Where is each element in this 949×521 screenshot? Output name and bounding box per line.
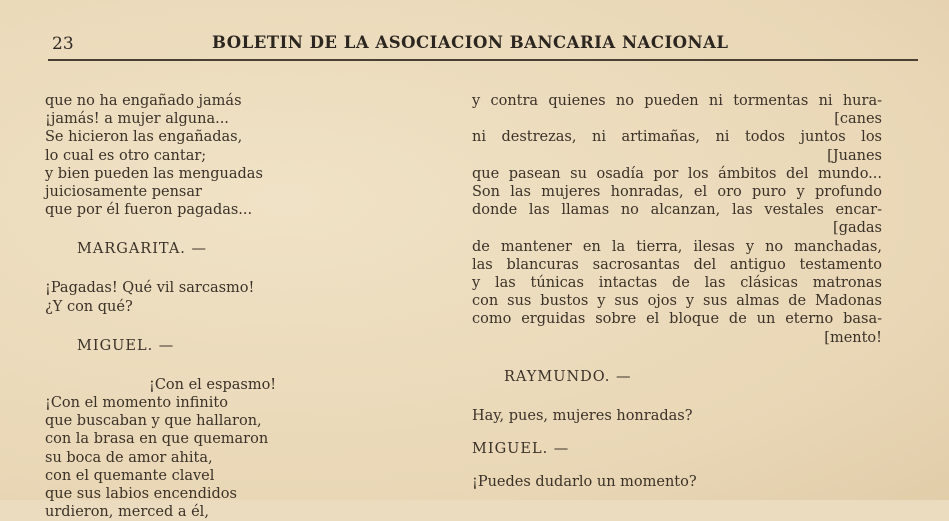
speaker-name: MIGUEL. — xyxy=(77,337,175,354)
verse-line: ¿Y con qué? xyxy=(45,298,133,315)
verse-line: Se hicieron las engañadas, xyxy=(45,129,243,146)
verse-line: ¡Puedes dudarlo un momento? xyxy=(472,474,697,491)
verse-line: su boca de amor ahita, xyxy=(45,449,213,466)
verse-line: con el quemante clavel xyxy=(45,467,215,484)
verse-line: y bien pueden las menguadas xyxy=(45,165,263,182)
verse-line: como erguidas sobre el bloque de un eterno basa- xyxy=(472,311,882,328)
verse-line: con sus bustos y sus ojos y sus almas de Madonas xyxy=(472,293,882,310)
left-column xyxy=(45,92,345,521)
verse-line: que pasean su osadía por los ámbitos del mundo... xyxy=(472,165,882,182)
verse-line: ¡Con el espasmo! xyxy=(149,376,277,393)
verse-line: que sus labios encendidos xyxy=(45,486,237,503)
verse-line: y contra quienes no pueden ni tormentas ni hura- xyxy=(472,93,882,109)
running-title: BOLETIN DE LA ASOCIACION BANCARIA NACIONAL xyxy=(212,33,729,52)
speaker-name: MARGARITA. — xyxy=(77,241,208,258)
verse-line: urdieron, merced a él, xyxy=(45,504,209,521)
verse-line-turnover: [mento! xyxy=(824,329,882,346)
verse-line: ¡Pagadas! Qué vil sarcasmo! xyxy=(45,280,255,297)
page-number: 23 xyxy=(52,34,74,54)
speaker-name: MIGUEL. — xyxy=(472,441,570,458)
verse-line: Son las mujeres honradas, el oro puro y profundo xyxy=(472,184,882,201)
verse-line-turnover: [Juanes xyxy=(827,147,882,164)
verse-line: Hay, pues, mujeres honradas? xyxy=(472,407,693,424)
verse-line: de mantener en la tierra, ilesas y no manchadas, xyxy=(472,238,882,255)
verse-line: lo cual es otro cantar; xyxy=(45,147,207,164)
verse-line: que no ha engañado jamás xyxy=(45,93,242,109)
verse-line: donde las llamas no alcanzan, las vestales encar- xyxy=(472,202,882,219)
header-rule xyxy=(48,59,918,61)
verse-line-turnover: [gadas xyxy=(833,220,882,237)
verse-line-turnover: [canes xyxy=(834,111,882,128)
verse-line: juiciosamente pensar xyxy=(45,184,202,201)
verse-line: que por él fueron pagadas... xyxy=(45,202,253,219)
speaker-name: RAYMUNDO. — xyxy=(504,368,632,385)
verse-line: las blancuras sacrosantas del antiguo testamento xyxy=(472,256,882,273)
verse-line: que buscaban y que hallaron, xyxy=(45,413,262,430)
right-column xyxy=(472,92,882,491)
verse-line: ni destrezas, ni artimañas, ni todos juntos los xyxy=(472,129,882,146)
verse-line: ¡Con el momento infinito xyxy=(45,395,228,412)
verse-line: ¡jamás! a mujer alguna... xyxy=(45,111,229,128)
verse-line: con la brasa en que quemaron xyxy=(45,431,269,448)
verse-line: y las túnicas intactas de las clásicas matronas xyxy=(472,275,882,292)
